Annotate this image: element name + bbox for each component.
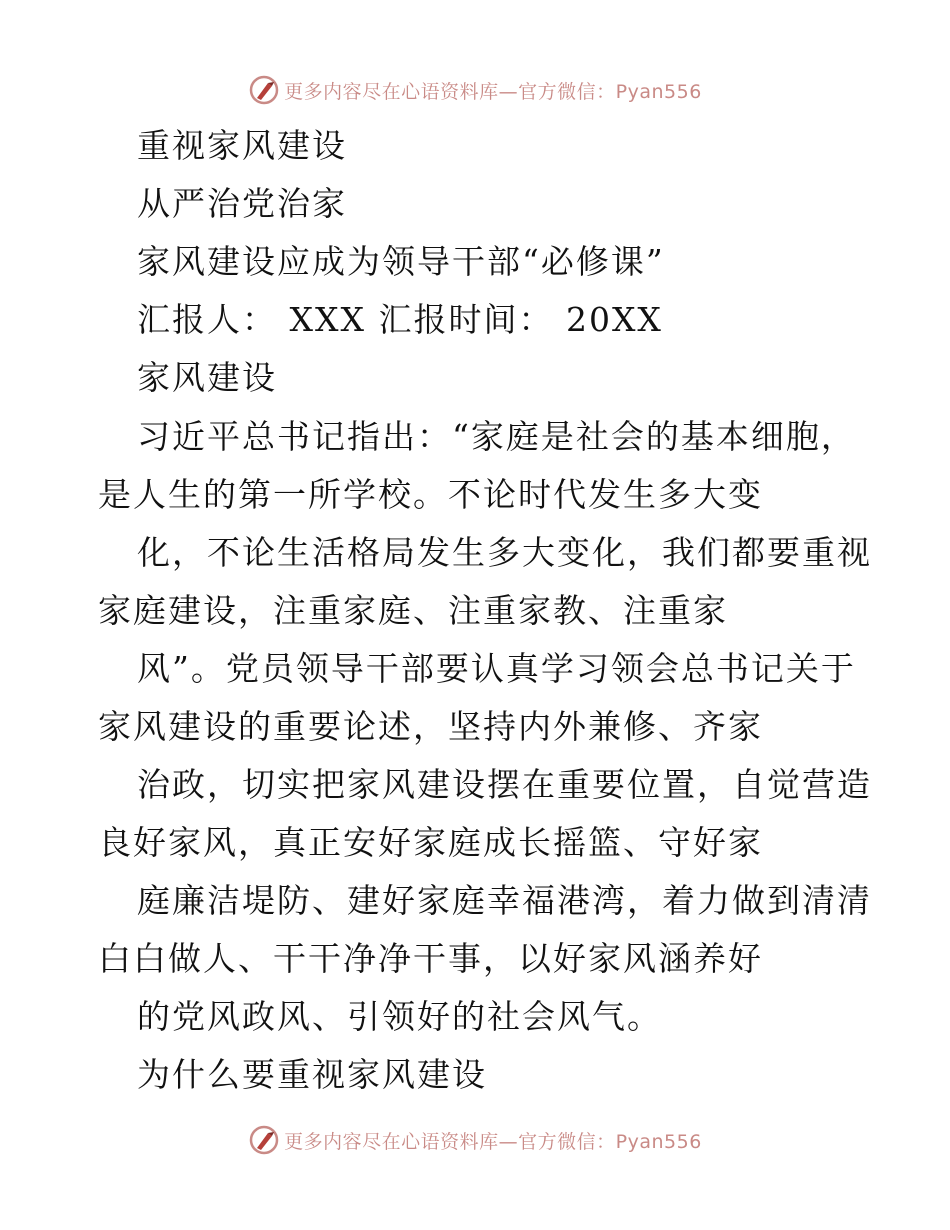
paragraph-line: 白白做人、干干净净干事，以好家风涵养好 [98, 939, 763, 978]
document-title: 重视家风建设 [137, 126, 347, 165]
pen-nib-logo-icon [248, 74, 280, 106]
watermark-text-bottom: 更多内容尽在心语资料库—官方微信：Pyan556 [284, 1130, 702, 1153]
paragraph-line: 良好家风，真正安好家庭成长摇篮、守好家 [98, 823, 763, 862]
section-heading: 家风建设 [137, 358, 277, 397]
reporter-line: 汇报人： XXX 汇报时间： 20XX [137, 300, 663, 339]
watermark-text-top: 更多内容尽在心语资料库—官方微信：Pyan556 [284, 80, 702, 103]
watermark-banner-top [0, 70, 950, 110]
section-heading: 为什么要重视家风建设 [137, 1055, 487, 1094]
paragraph-line: 家风建设的重要论述，坚持内外兼修、齐家 [98, 707, 763, 746]
paragraph-line: 风”。党员领导干部要认真学习领会总书记关于 [137, 649, 856, 688]
watermark-banner-bottom [0, 1120, 950, 1160]
paragraph-line: 习近平总书记指出：“家庭是社会的基本细胞， [137, 417, 856, 456]
paragraph-line: 庭廉洁堤防、建好家庭幸福港湾，着力做到清清 [137, 881, 872, 920]
paragraph-line: 是人生的第一所学校。不论时代发生多大变 [98, 475, 763, 514]
paragraph-line: 的党风政风、引领好的社会风气。 [137, 997, 662, 1036]
paragraph-line: 化，不论生活格局发生多大变化，我们都要重视 [137, 533, 872, 572]
paragraph-line: 家庭建设，注重家庭、注重家教、注重家 [98, 591, 728, 630]
paragraph-line: 治政，切实把家风建设摆在重要位置，自觉营造 [137, 765, 872, 804]
document-heading: 家风建设应成为领导干部“必修课” [137, 242, 665, 281]
document-subtitle: 从严治党治家 [137, 184, 347, 223]
pen-nib-logo-icon [248, 1124, 280, 1156]
